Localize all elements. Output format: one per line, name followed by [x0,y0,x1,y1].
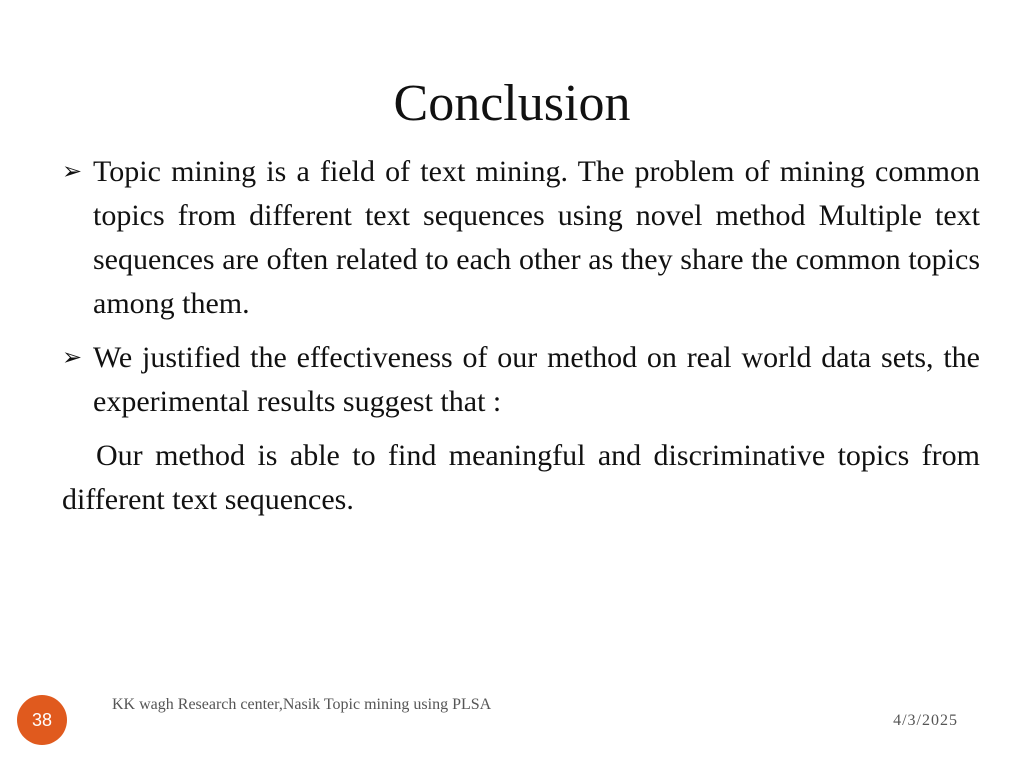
footer-text: KK wagh Research center,Nasik Topic mining using PLSA [112,696,492,713]
slide-title: Conclusion [393,75,631,132]
bullet-text: Topic mining is a field of text mining. The problem of mining common topics from different text sequences using novel method Multiple text sequences are often related to each other as they share the common topics among them. [93,155,980,320]
footer-date: 4/3/2025 [893,712,958,729]
arrow-bullet-icon: ➢ [62,345,83,371]
conclusion-paragraph: Our method is able to find meaningful and discriminative topics from different text sequences. [62,439,980,516]
arrow-bullet-icon: ➢ [62,159,83,185]
bullet-item [62,150,980,326]
bullet-item [62,336,980,424]
bullet-text: We justified the effectiveness of our method on real world data sets, the experimental results suggest that : [93,341,980,418]
slide-number-badge: 38 [17,695,67,745]
